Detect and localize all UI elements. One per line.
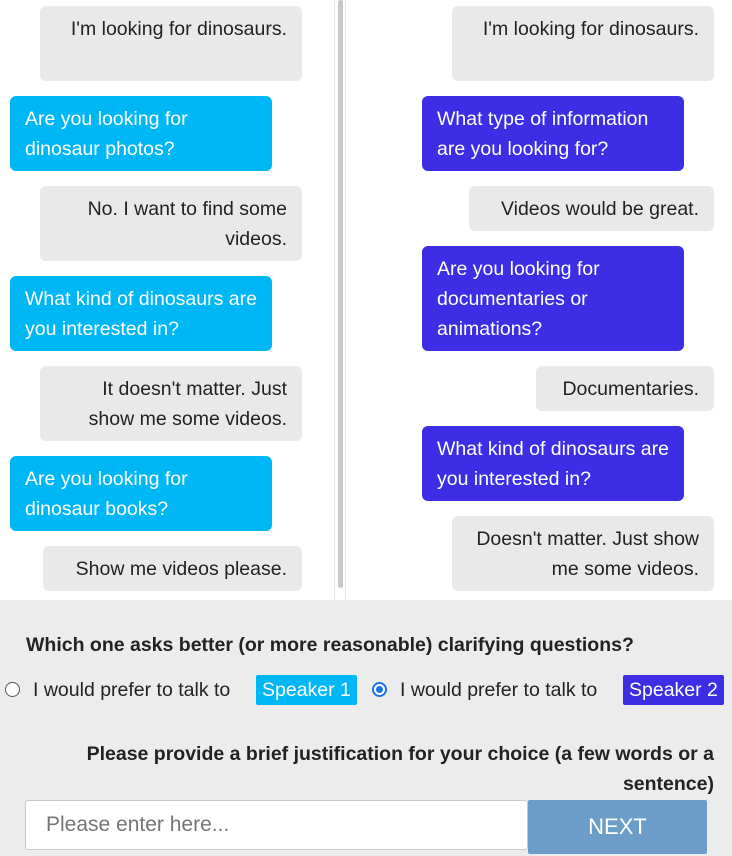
speaker2-option-label[interactable]: I would prefer to talk to	[400, 679, 598, 701]
left-user-message-3: It doesn't matter. Just show me some videos.	[40, 366, 302, 441]
left-speaker1-message-1: Are you looking for dinosaur photos?	[10, 96, 272, 171]
left-speaker1-message-2: What kind of dinosaurs are you interested in?	[10, 276, 272, 351]
next-button[interactable]: NEXT	[528, 800, 707, 854]
comparison-question: Which one asks better (or more reasonable) clarifying questions?	[26, 634, 634, 656]
right-speaker2-message-2: Are you looking for documentaries or animations?	[422, 246, 684, 351]
left-user-message-1: I'm looking for dinosaurs.	[40, 6, 302, 81]
speaker2-tag[interactable]: Speaker 2	[623, 675, 724, 705]
left-user-message-4: Show me videos please.	[43, 546, 302, 591]
speaker2-radio[interactable]	[372, 682, 387, 697]
scrollbar-thumb[interactable]	[338, 0, 343, 588]
speaker1-tag[interactable]: Speaker 1	[256, 675, 357, 705]
right-user-message-1: I'm looking for dinosaurs.	[452, 6, 714, 81]
speaker1-option-label[interactable]: I would prefer to talk to	[33, 679, 231, 701]
speaker1-radio[interactable]	[5, 682, 20, 697]
left-user-message-2: No. I want to find some videos.	[40, 186, 302, 261]
right-speaker2-message-1: What type of information are you looking for?	[422, 96, 684, 171]
justification-prompt: Please provide a brief justification for your choice (a few words or a sentence)	[86, 743, 714, 795]
right-user-message-3: Documentaries.	[536, 366, 714, 411]
left-speaker1-message-3: Are you looking for dinosaur books?	[10, 456, 272, 531]
right-user-message-4: Doesn't matter. Just show me some videos.	[452, 516, 714, 591]
right-user-message-2: Videos would be great.	[469, 186, 714, 231]
justification-input[interactable]	[25, 800, 528, 850]
right-speaker2-message-3: What kind of dinosaurs are you interested in?	[422, 426, 684, 501]
